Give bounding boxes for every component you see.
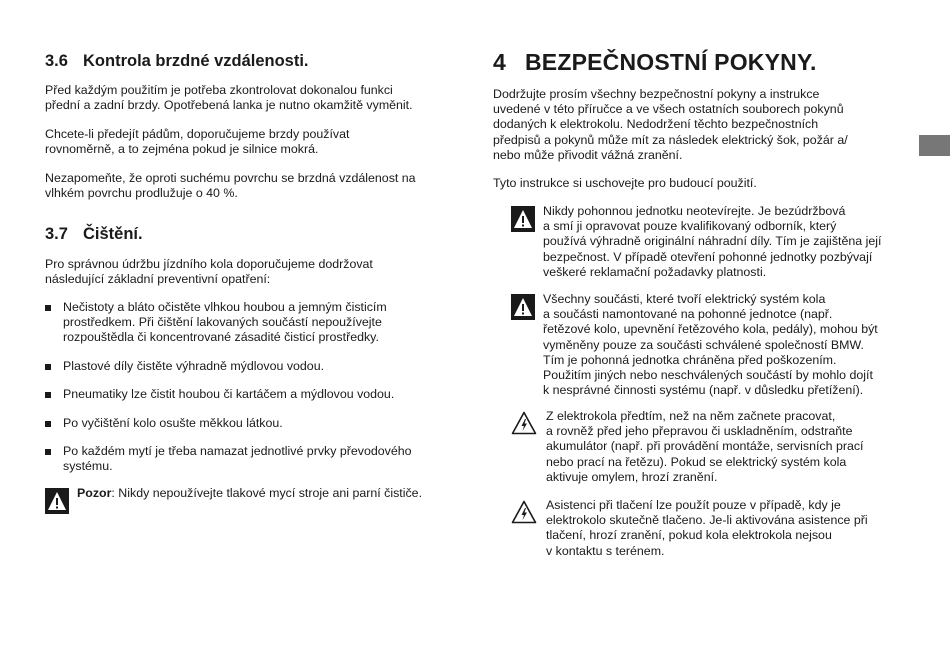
- section-heading-3-6: 3.6 Kontrola brzdné vzdálenosti.: [45, 52, 309, 70]
- paragraph: Dodržujte prosím všechny bezpečnostní pokyny a instrukce uvedené v této příručce a ve všech ostatních souborech pokynů dodaných k elektrokolu. Nedodržení těchto bezpečnostních předpisů a pokynů může mít za následek elektrický šok, požár a/ nebo může přivodit vážná zranění.: [493, 87, 848, 162]
- bullet-square-icon: [45, 449, 51, 455]
- warning-icon: [511, 206, 535, 232]
- bullet-square-icon: [45, 392, 51, 398]
- caution-text: : Nikdy nepoužívejte tlakové mycí stroje ani parní čističe.: [111, 486, 423, 500]
- bullet-square-icon: [45, 305, 51, 311]
- paragraph: Tyto instrukce si uschovejte pro budoucí použití.: [493, 176, 757, 190]
- electric-hazard-icon: [511, 500, 537, 524]
- bullet-square-icon: [45, 364, 51, 370]
- electric-hazard-icon: [511, 411, 537, 435]
- paragraph: Chcete-li předejít pádům, doporučujeme brzdy používat rovnoměrně, a to zejména pokud je silnice mokrá.: [45, 127, 350, 157]
- warning-icon: [511, 294, 535, 320]
- caution-label: Pozor: [77, 486, 112, 500]
- section-heading-3-7: 3.7 Čištění.: [45, 225, 143, 243]
- paragraph: Nezapomeňte, že oproti suchému povrchu se brzdná vzdálenost na vlhkém povrchu prodlužuje o 40 %.: [45, 171, 416, 201]
- chapter-tab-marker: [919, 135, 950, 156]
- paragraph: Pro správnou údržbu jízdního kola doporučujeme dodržovat následující základní preventivní opatření:: [45, 257, 373, 287]
- chapter-heading: 4 BEZPEČNOSTNÍ POKYNY.: [493, 49, 817, 75]
- paragraph: Před každým použitím je potřeba zkontrolovat dokonalou funkci přední a zadní brzdy. Opotřebená lanka je nutno okamžitě vyměnit.: [45, 83, 413, 113]
- bullet-square-icon: [45, 421, 51, 427]
- warning-icon: [45, 488, 69, 514]
